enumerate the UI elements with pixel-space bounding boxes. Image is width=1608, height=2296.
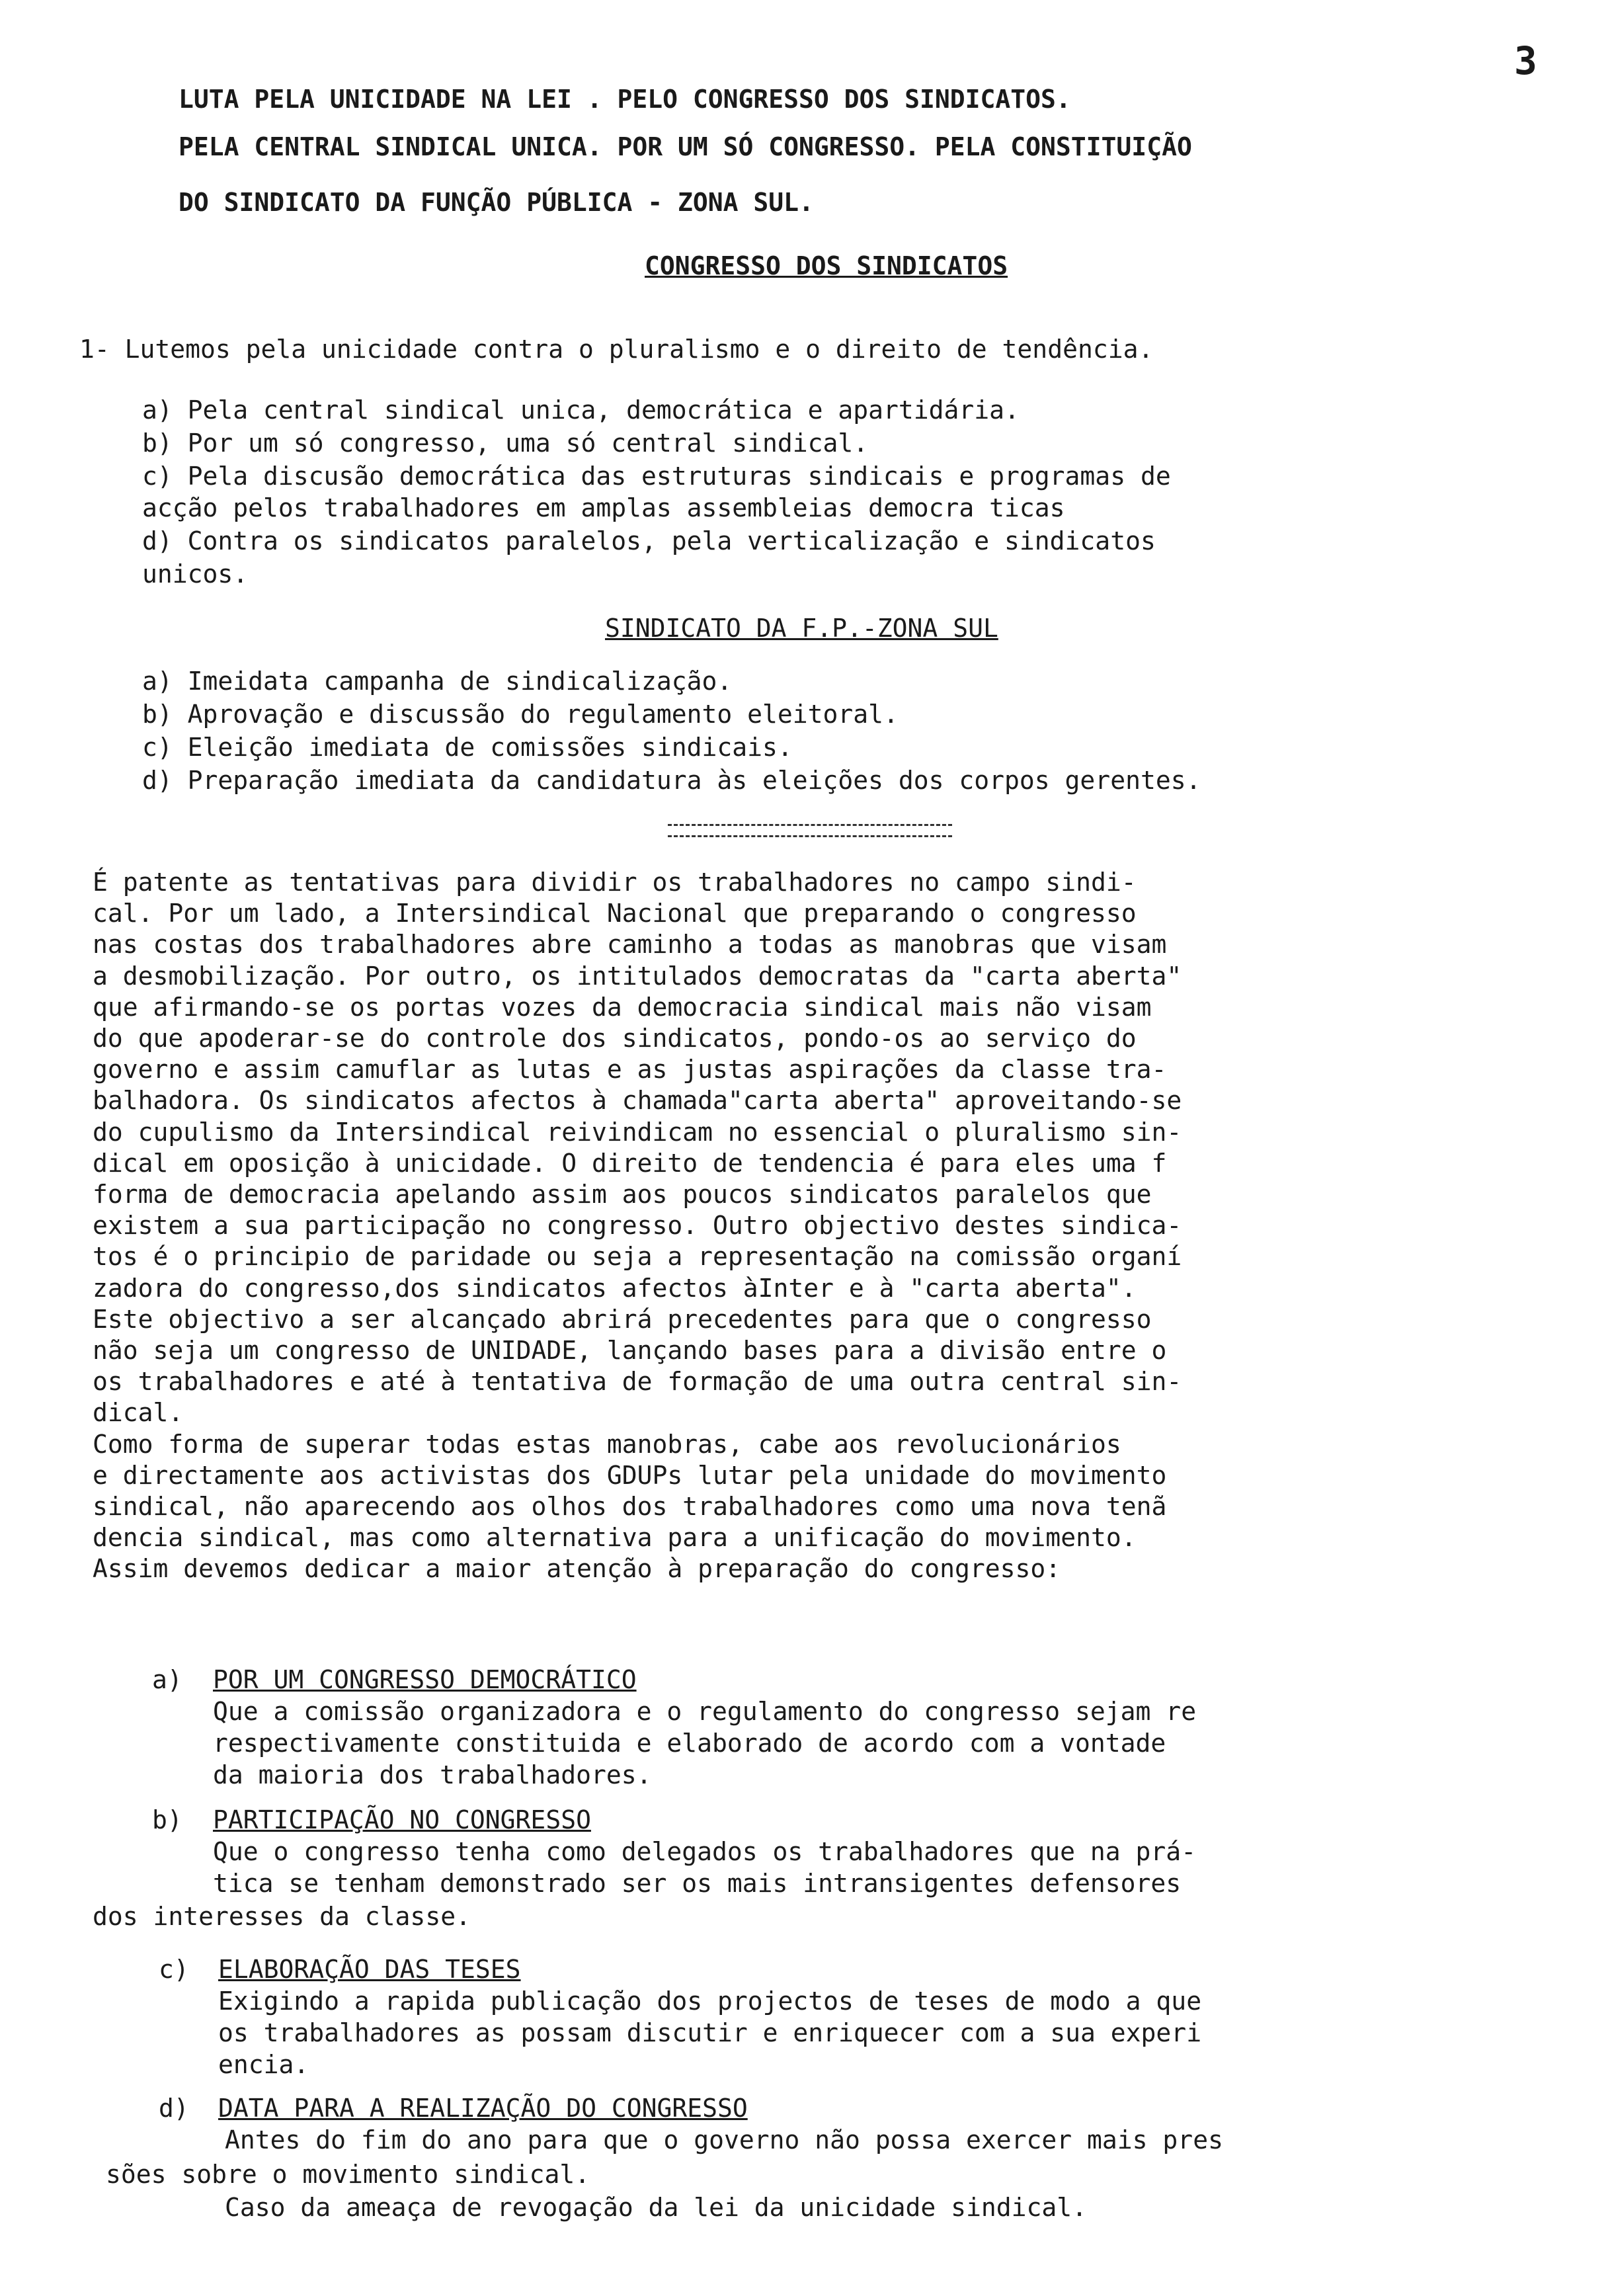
congress-item-label: c) [159,1955,189,1984]
congress-item-line: Que o congresso tenha como delegados os trabalhadores que na prá- [213,1837,1197,1866]
body-line: É patente as tentativas para dividir os trabalhadores no campo sindi- [93,868,1137,897]
section1-item: acção pelos trabalhadores em amplas assembleias democra ticas [142,493,1065,522]
congress-item-tail: sões sobre o movimento sindical. [106,2160,590,2189]
section-title-congresso: CONGRESSO DOS SINDICATOS [645,251,1008,280]
body-line: a desmobilização. Por outro, os intitulados democratas da "carta aberta" [93,961,1182,991]
body-line: que afirmando-se os portas vozes da democracia sindical mais não visam [93,992,1152,1022]
body-line: os trabalhadores e até à tentativa de formação de uma outra central sin- [93,1367,1182,1397]
congress-item-title: DATA PARA A REALIZAÇÃO DO CONGRESSO [218,2094,748,2123]
body-line: dencia sindical, mas como alternativa para a unificação do movimento. [93,1523,1137,1553]
congress-item-label: d) [159,2094,189,2123]
congress-item-label: a) [152,1665,182,1694]
congress-item-tail: dos interesses da classe. [93,1902,471,1931]
separator-line [668,824,952,837]
section-title-sindicato: SINDICATO DA F.P.-ZONA SUL [605,614,998,643]
point-1: 1- Lutemos pela unicidade contra o pluralismo e o direito de tendência. [79,335,1154,364]
congress-item-label: b) [152,1805,182,1834]
section1-item: unicos. [142,559,249,589]
congress-item-line: encia. [218,2050,309,2079]
body-line: e directamente aos activistas dos GDUPs lutar pela unidade do movimento [93,1460,1167,1490]
body-line: nas costas dos trabalhadores abre caminho a todas as manobras que visam [93,930,1167,960]
body-line: Este objectivo a ser alcançado abrirá precedentes para que o congresso [93,1304,1152,1334]
congress-item-line: da maioria dos trabalhadores. [213,1760,652,1789]
body-line: não seja um congresso de UNIDADE, lançando bases para a divisão entre o [93,1336,1167,1365]
header-line-2: PELA CENTRAL SINDICAL UNICA. POR UM SÓ CONGRESSO. PELA CONSTITUIÇÃO [179,132,1192,161]
section1-item: a) Pela central sindical unica, democrática e apartidária. [142,395,1020,425]
congress-item-line: respectivamente constituida e elaborado de acordo com a vontade [213,1729,1166,1758]
header-line-3: DO SINDICATO DA FUNÇÃO PÚBLICA - ZONA SUL. [179,188,814,217]
body-line: do cupulismo da Intersindical reivindicam no essencial o pluralismo sin- [93,1117,1182,1147]
section1-item: d) Contra os sindicatos paralelos, pela verticalização e sindicatos [142,526,1156,555]
congress-item-line: tica se tenham demonstrado ser os mais intransigentes defensores [213,1869,1182,1898]
congress-item-extra: Caso da ameaça de revogação da lei da unicidade sindical. [225,2193,1088,2222]
congress-item-title: POR UM CONGRESSO DEMOCRÁTICO [213,1665,637,1694]
body-line: forma de democracia apelando assim aos poucos sindicatos paralelos que [93,1180,1152,1209]
body-line: governo e assim camuflar as lutas e as justas aspirações da classe tra- [93,1055,1167,1085]
congress-item-line: Exigindo a rapida publicação dos projectos de teses de modo a que [218,1987,1202,2016]
congress-item-title: ELABORAÇÃO DAS TESES [218,1955,521,1984]
section2-item: b) Aprovação e discussão do regulamento eleitoral. [142,700,899,729]
section2-item: a) Imeidata campanha de sindicalização. [142,667,733,696]
body-line: balhadora. Os sindicatos afectos à chamada"carta aberta" aproveitando-se [93,1086,1182,1116]
body-line: Como forma de superar todas estas manobras, cabe aos revolucionários [93,1429,1121,1459]
body-line: sindical, não aparecendo aos olhos dos trabalhadores como uma nova tenã [93,1492,1167,1521]
body-line: dical em oposição à unicidade. O direito de tendencia é para eles uma f [93,1148,1167,1178]
body-line: dical. [93,1398,184,1428]
congress-item-line: os trabalhadores as possam discutir e enriquecer com a sua experi [218,2018,1202,2047]
congress-item-line: Antes do fim do ano para que o governo não possa exercer mais pres [225,2125,1223,2154]
body-line: Assim devemos dedicar a maior atenção à preparação do congresso: [93,1554,1061,1584]
section1-item: c) Pela discusão democrática das estruturas sindicais e programas de [142,462,1171,491]
page-number: 3 [1514,38,1537,83]
body-line: existem a sua participação no congresso. Outro objectivo destes sindica- [93,1211,1182,1241]
section1-item: b) Por um só congresso, uma só central sindical. [142,429,869,458]
congress-item-title: PARTICIPAÇÃO NO CONGRESSO [213,1805,591,1834]
section2-item: c) Eleição imediata de comissões sindicais. [142,733,793,762]
congress-item-line: Que a comissão organizadora e o regulamento do congresso sejam re [213,1697,1197,1726]
section2-item: d) Preparação imediata da candidatura às eleições dos corpos gerentes. [142,766,1201,795]
header-line-1: LUTA PELA UNICIDADE NA LEI . PELO CONGRESSO DOS SINDICATOS. [179,85,1071,114]
body-line: zadora do congresso,dos sindicatos afectos àInter e à "carta aberta". [93,1273,1137,1303]
body-line: tos é o principio de paridade ou seja a representação na comissão organí [93,1242,1182,1272]
body-line: do que apoderar-se do controle dos sindicatos, pondo-os ao serviço do [93,1024,1137,1053]
body-line: cal. Por um lado, a Intersindical Nacional que preparando o congresso [93,899,1137,928]
